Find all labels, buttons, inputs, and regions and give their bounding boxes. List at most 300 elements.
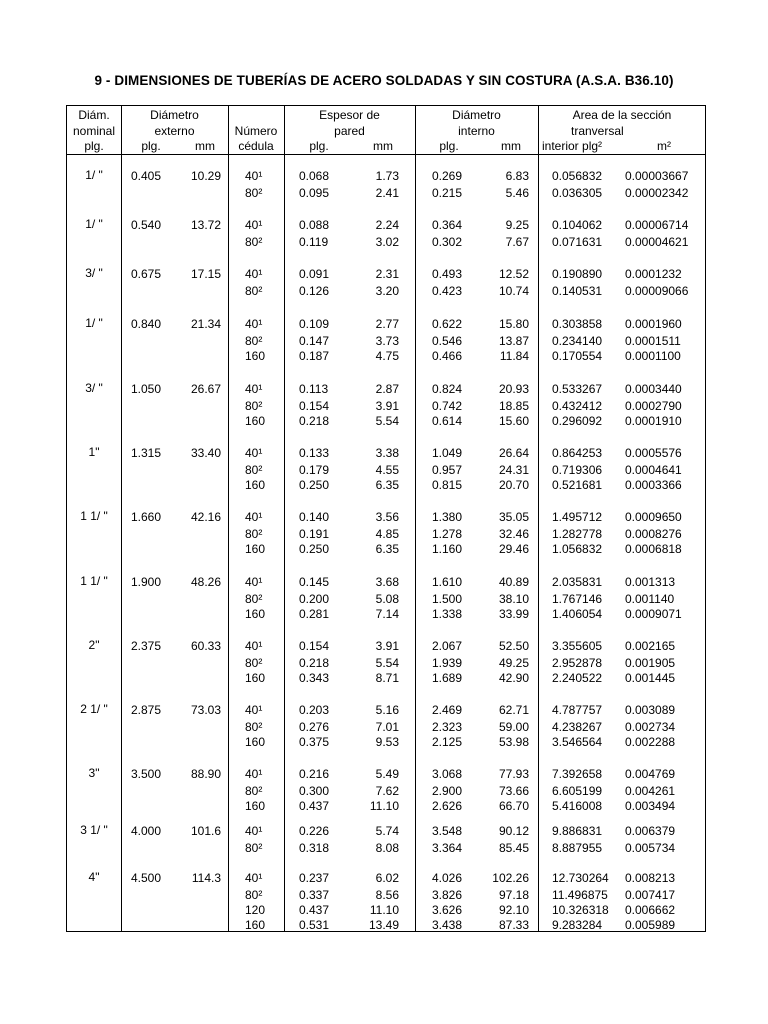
cell-area-m2: 0.0001960: [625, 317, 682, 331]
cell-area-m2: 0.004769: [625, 767, 676, 781]
external-diameter-mm-cell: 48.26: [190, 575, 221, 589]
cell-int-mm: 11.84: [499, 349, 529, 363]
cell-esp-plg: 0.343: [299, 671, 330, 685]
cell-num: 160: [245, 542, 266, 556]
cell-esp-mm: 5.54: [375, 656, 399, 670]
cell-num: 80²: [245, 888, 263, 902]
cell-area-m2: 0.002734: [625, 720, 676, 734]
external-diameter-mm-cell: 10.29: [190, 169, 221, 183]
cell-area-m2: 0.003494: [625, 799, 676, 813]
column-divider: [284, 106, 285, 931]
nominal-size-cell: 1/ ": [85, 316, 103, 330]
cell-esp-plg: 0.337: [299, 888, 330, 902]
page-title: 9 - DIMENSIONES DE TUBERÍAS DE ACERO SOLDADAS Y SIN COSTURA (A.S.A. B36.10): [94, 73, 674, 88]
external-diameter-mm-cell: 33.40: [190, 446, 221, 460]
header-espesor-plg: plg.: [309, 139, 329, 153]
cell-int-mm: 85.45: [498, 841, 529, 855]
cell-int-plg: 2.626: [432, 799, 463, 813]
external-diameter-mm-cell: 13.72: [190, 218, 221, 232]
cell-area-plg: 10.326318: [552, 903, 609, 917]
cell-esp-plg: 0.531: [299, 918, 330, 932]
header-nominal-3: plg.: [84, 139, 104, 153]
cell-esp-mm: 3.38: [375, 446, 399, 460]
cell-area-plg: 6.605199: [552, 784, 603, 798]
external-diameter-plg-cell: 0.675: [131, 267, 162, 281]
cell-area-plg: 0.303858: [552, 317, 603, 331]
cell-esp-mm: 2.24: [375, 218, 399, 232]
cell-area-plg: 0.533267: [552, 382, 603, 396]
cell-int-mm: 97.18: [498, 888, 529, 902]
cell-int-mm: 92.10: [498, 903, 529, 917]
cell-esp-plg: 0.318: [299, 841, 330, 855]
cell-int-plg: 0.493: [432, 267, 463, 281]
cell-esp-mm: 6.02: [375, 871, 399, 885]
cell-area-plg: 4.238267: [552, 720, 603, 734]
cell-area-m2: 0.0009071: [625, 607, 682, 621]
cell-int-plg: 1.610: [432, 575, 463, 589]
cell-int-plg: 1.939: [432, 656, 463, 670]
cell-area-plg: 2.035831: [552, 575, 603, 589]
cell-esp-mm: 3.91: [375, 399, 399, 413]
cell-int-plg: 0.957: [432, 463, 463, 477]
cell-esp-mm: 3.73: [375, 334, 399, 348]
cell-int-plg: 3.626: [432, 903, 463, 917]
cell-esp-plg: 0.437: [299, 799, 330, 813]
cell-esp-plg: 0.200: [299, 592, 330, 606]
header-nominal-1: Diám.: [78, 108, 110, 122]
cell-esp-mm: 11.10: [369, 799, 399, 813]
cell-area-plg: 5.416008: [552, 799, 603, 813]
cell-num: 80²: [245, 186, 263, 200]
cell-int-mm: 73.66: [498, 784, 529, 798]
cell-int-plg: 3.068: [432, 767, 463, 781]
cell-num: 40¹: [245, 871, 263, 885]
nominal-size-cell: 2 1/ ": [80, 702, 108, 716]
header-externo-2: externo: [154, 124, 195, 138]
cell-esp-plg: 0.154: [299, 399, 330, 413]
cell-esp-plg: 0.179: [299, 463, 330, 477]
header-cedula-2: cédula: [238, 139, 274, 153]
cell-esp-plg: 0.145: [299, 575, 330, 589]
cell-area-m2: 0.0003366: [625, 478, 682, 492]
cell-esp-plg: 0.226: [299, 824, 330, 838]
cell-int-plg: 1.689: [432, 671, 463, 685]
cell-esp-mm: 3.02: [375, 235, 399, 249]
cell-int-plg: 0.742: [432, 399, 463, 413]
cell-int-mm: 59.00: [498, 720, 529, 734]
cell-area-plg: 8.887955: [552, 841, 603, 855]
cell-int-mm: 29.46: [498, 542, 529, 556]
cell-esp-plg: 0.133: [299, 446, 330, 460]
cell-esp-mm: 3.20: [375, 284, 399, 298]
cell-num: 40¹: [245, 169, 263, 183]
cell-int-mm: 87.33: [498, 918, 529, 932]
cell-esp-plg: 0.095: [299, 186, 330, 200]
cell-esp-plg: 0.091: [299, 267, 330, 281]
column-divider: [121, 106, 122, 931]
cell-num: 160: [245, 735, 266, 749]
cell-num: 80²: [245, 334, 263, 348]
cell-int-mm: 20.70: [498, 478, 529, 492]
cell-area-m2: 0.0008276: [625, 527, 682, 541]
cell-esp-plg: 0.147: [299, 334, 330, 348]
cell-esp-mm: 4.85: [375, 527, 399, 541]
cell-num: 40¹: [245, 446, 263, 460]
cell-esp-plg: 0.281: [299, 607, 330, 621]
cell-esp-plg: 0.154: [299, 639, 330, 653]
cell-esp-mm: 4.75: [375, 349, 399, 363]
cell-int-plg: 3.438: [432, 918, 463, 932]
external-diameter-plg-cell: 4.000: [131, 824, 162, 838]
cell-num: 80²: [245, 656, 263, 670]
cell-area-m2: 0.001905: [625, 656, 676, 670]
cell-int-plg: 1.380: [432, 510, 463, 524]
cell-int-mm: 26.64: [498, 446, 529, 460]
cell-area-plg: 1.406054: [552, 607, 603, 621]
cell-int-mm: 6.83: [505, 169, 529, 183]
cell-num: 80²: [245, 592, 263, 606]
cell-esp-plg: 0.068: [299, 169, 330, 183]
header-interno-1: Diámetro: [452, 108, 501, 122]
cell-int-plg: 2.469: [432, 703, 463, 717]
cell-esp-mm: 7.62: [375, 784, 399, 798]
header-espesor-1: Espesor de: [319, 108, 380, 122]
cell-area-m2: 0.0009650: [625, 510, 682, 524]
header-externo-plg: plg.: [141, 139, 161, 153]
external-diameter-mm-cell: 73.03: [190, 703, 221, 717]
cell-int-plg: 0.269: [432, 169, 463, 183]
cell-esp-plg: 0.187: [299, 349, 330, 363]
cell-int-mm: 20.93: [498, 382, 529, 396]
cell-area-m2: 0.00009066: [625, 284, 689, 298]
cell-num: 40¹: [245, 218, 263, 232]
cell-area-m2: 0.00006714: [625, 218, 689, 232]
cell-int-mm: 13.87: [498, 334, 529, 348]
cell-esp-plg: 0.218: [299, 656, 330, 670]
cell-esp-plg: 0.113: [299, 382, 329, 396]
cell-num: 160: [245, 799, 266, 813]
external-diameter-plg-cell: 4.500: [131, 871, 162, 885]
cell-num: 160: [245, 478, 266, 492]
cell-area-m2: 0.00002342: [625, 186, 689, 200]
cell-int-mm: 24.31: [498, 463, 529, 477]
external-diameter-mm-cell: 42.16: [190, 510, 221, 524]
header-espesor-mm: mm: [373, 139, 393, 153]
nominal-size-cell: 1/ ": [85, 168, 103, 182]
nominal-size-cell: 1 1/ ": [80, 509, 108, 523]
external-diameter-plg-cell: 0.840: [131, 317, 162, 331]
cell-int-plg: 0.466: [432, 349, 463, 363]
cell-int-plg: 0.423: [432, 284, 463, 298]
cell-num: 80²: [245, 463, 263, 477]
cell-esp-plg: 0.237: [299, 871, 330, 885]
cell-esp-plg: 0.300: [299, 784, 330, 798]
cell-num: 80²: [245, 784, 263, 798]
cell-esp-plg: 0.218: [299, 414, 330, 428]
cell-area-plg: 0.056832: [552, 169, 603, 183]
cell-area-m2: 0.006379: [625, 824, 676, 838]
cell-area-plg: 1.495712: [552, 510, 603, 524]
cell-esp-mm: 3.68: [375, 575, 399, 589]
column-divider: [538, 106, 539, 931]
cell-area-m2: 0.007417: [625, 888, 676, 902]
cell-int-plg: 0.614: [432, 414, 463, 428]
header-externo-1: Diámetro: [150, 108, 199, 122]
cell-esp-plg: 0.203: [299, 703, 330, 717]
cell-num: 80²: [245, 399, 263, 413]
header-nominal-2: nominal: [72, 124, 116, 138]
external-diameter-mm-cell: 101.6: [190, 824, 221, 838]
header-area-m2: m²: [657, 139, 671, 153]
cell-esp-mm: 2.31: [375, 267, 399, 281]
cell-esp-mm: 2.41: [375, 186, 399, 200]
cell-int-plg: 4.026: [432, 871, 463, 885]
external-diameter-plg-cell: 3.500: [131, 767, 162, 781]
header-area-2: tranversal: [571, 124, 624, 138]
cell-esp-plg: 0.109: [299, 317, 330, 331]
cell-int-mm: 33.99: [498, 607, 529, 621]
nominal-size-cell: 3/ ": [85, 381, 103, 395]
cell-num: 80²: [245, 284, 263, 298]
nominal-size-cell: 3 1/ ": [80, 823, 108, 837]
external-diameter-plg-cell: 0.405: [131, 169, 162, 183]
cell-area-plg: 0.719306: [552, 463, 603, 477]
nominal-size-cell: 3/ ": [85, 266, 103, 280]
cell-area-plg: 0.521681: [552, 478, 603, 492]
column-divider: [228, 106, 229, 931]
external-diameter-mm-cell: 21.34: [190, 317, 221, 331]
cell-int-mm: 5.46: [505, 186, 529, 200]
cell-int-mm: 9.25: [505, 218, 529, 232]
external-diameter-plg-cell: 1.900: [131, 575, 162, 589]
cell-area-m2: 0.001313: [625, 575, 676, 589]
cell-esp-mm: 13.49: [368, 918, 399, 932]
cell-num: 80²: [245, 527, 263, 541]
cell-num: 40¹: [245, 382, 263, 396]
cell-area-m2: 0.004261: [625, 784, 676, 798]
cell-esp-plg: 0.250: [299, 478, 330, 492]
cell-esp-mm: 8.56: [375, 888, 399, 902]
cell-int-mm: 53.98: [498, 735, 529, 749]
header-divider: [67, 154, 705, 155]
cell-num: 80²: [245, 720, 263, 734]
cell-int-mm: 90.12: [498, 824, 529, 838]
cell-int-plg: 0.546: [432, 334, 463, 348]
cell-int-mm: 12.52: [498, 267, 529, 281]
cell-esp-plg: 0.216: [299, 767, 330, 781]
header-cedula-1: Número: [234, 124, 278, 138]
cell-num: 40¹: [245, 317, 263, 331]
cell-int-mm: 102.26: [492, 871, 529, 885]
cell-area-m2: 0.005734: [625, 841, 676, 855]
external-diameter-mm-cell: 114.3: [191, 871, 221, 885]
cell-int-mm: 15.80: [498, 317, 529, 331]
nominal-size-cell: 1 1/ ": [80, 574, 108, 588]
cell-int-plg: 0.302: [432, 235, 463, 249]
cell-esp-mm: 7.14: [375, 607, 399, 621]
cell-esp-mm: 8.08: [375, 841, 399, 855]
cell-num: 80²: [245, 235, 263, 249]
cell-area-plg: 11.496875: [552, 888, 608, 902]
cell-int-mm: 18.85: [498, 399, 529, 413]
cell-esp-plg: 0.437: [299, 903, 330, 917]
cell-int-plg: 1.049: [432, 446, 463, 460]
cell-area-m2: 0.006662: [625, 903, 676, 917]
cell-area-plg: 7.392658: [552, 767, 603, 781]
cell-area-plg: 0.036305: [552, 186, 603, 200]
cell-int-mm: 32.46: [498, 527, 529, 541]
cell-num: 40¹: [245, 575, 263, 589]
cell-area-m2: 0.0005576: [625, 446, 682, 460]
nominal-size-cell: 4": [88, 870, 100, 884]
cell-area-m2: 0.0002790: [625, 399, 682, 413]
cell-area-plg: 0.104062: [552, 218, 603, 232]
cell-int-mm: 7.67: [505, 235, 529, 249]
cell-area-m2: 0.0004641: [625, 463, 682, 477]
cell-int-mm: 40.89: [498, 575, 529, 589]
cell-area-plg: 0.190890: [552, 267, 603, 281]
cell-num: 40¹: [245, 639, 263, 653]
cell-int-plg: 2.900: [432, 784, 463, 798]
cell-int-plg: 1.500: [432, 592, 463, 606]
external-diameter-mm-cell: 17.15: [190, 267, 221, 281]
cell-esp-mm: 6.35: [375, 542, 399, 556]
cell-area-plg: 0.170554: [552, 349, 603, 363]
cell-area-plg: 1.767146: [552, 592, 603, 606]
nominal-size-cell: 3": [88, 766, 100, 780]
cell-esp-mm: 9.53: [375, 735, 399, 749]
cell-int-plg: 0.364: [432, 218, 463, 232]
cell-num: 40¹: [245, 767, 263, 781]
cell-int-plg: 0.824: [432, 382, 463, 396]
external-diameter-plg-cell: 1.660: [131, 510, 162, 524]
cell-int-plg: 3.548: [432, 824, 463, 838]
cell-area-m2: 0.00003667: [625, 169, 689, 183]
cell-int-plg: 0.215: [432, 186, 463, 200]
column-divider: [415, 106, 416, 931]
cell-int-mm: 52.50: [498, 639, 529, 653]
cell-int-mm: 10.74: [498, 284, 529, 298]
pipe-dimensions-table: [66, 105, 706, 932]
cell-int-plg: 1.278: [432, 527, 463, 541]
cell-area-plg: 9.886831: [552, 824, 603, 838]
cell-int-mm: 42.90: [498, 671, 529, 685]
cell-area-plg: 0.234140: [552, 334, 603, 348]
cell-int-plg: 2.323: [432, 720, 463, 734]
cell-area-m2: 0.005989: [625, 918, 676, 932]
cell-num: 160: [245, 607, 266, 621]
cell-esp-plg: 0.276: [299, 720, 330, 734]
header-area-1: Area de la sección: [572, 108, 672, 122]
cell-area-plg: 12.730264: [552, 871, 609, 885]
cell-int-plg: 0.815: [432, 478, 463, 492]
cell-area-plg: 4.787757: [552, 703, 603, 717]
cell-int-mm: 62.71: [498, 703, 529, 717]
cell-int-mm: 38.10: [498, 592, 529, 606]
cell-int-plg: 0.622: [432, 317, 463, 331]
header-area-plg: interior plg²: [542, 139, 603, 153]
cell-area-plg: 2.952878: [552, 656, 603, 670]
cell-area-plg: 2.240522: [552, 671, 603, 685]
cell-num: 40¹: [245, 267, 263, 281]
cell-esp-mm: 5.08: [375, 592, 399, 606]
cell-num: 160: [245, 918, 266, 932]
cell-area-plg: 0.432412: [552, 399, 603, 413]
cell-area-m2: 0.0001910: [625, 414, 682, 428]
cell-int-mm: 66.70: [498, 799, 529, 813]
external-diameter-plg-cell: 1.315: [131, 446, 162, 460]
cell-area-m2: 0.0001100: [625, 349, 681, 363]
cell-esp-mm: 3.91: [375, 639, 399, 653]
header-interno-mm: mm: [501, 139, 521, 153]
cell-num: 160: [245, 414, 266, 428]
header-interno-plg: plg.: [439, 139, 459, 153]
cell-esp-mm: 5.49: [375, 767, 399, 781]
header-espesor-2: pared: [334, 124, 365, 138]
cell-area-plg: 0.864253: [552, 446, 603, 460]
cell-esp-mm: 3.56: [375, 510, 399, 524]
cell-area-plg: 3.546564: [552, 735, 603, 749]
cell-int-plg: 2.067: [432, 639, 463, 653]
cell-esp-plg: 0.126: [299, 284, 330, 298]
cell-area-plg: 3.355605: [552, 639, 603, 653]
cell-area-m2: 0.001445: [625, 671, 676, 685]
cell-area-m2: 0.008213: [625, 871, 676, 885]
cell-area-m2: 0.002165: [625, 639, 676, 653]
cell-esp-mm: 4.55: [375, 463, 399, 477]
external-diameter-mm-cell: 88.90: [190, 767, 221, 781]
cell-area-plg: 0.296092: [552, 414, 603, 428]
cell-esp-mm: 8.71: [375, 671, 399, 685]
cell-int-mm: 77.93: [498, 767, 529, 781]
cell-num: 40¹: [245, 703, 263, 717]
nominal-size-cell: 2": [88, 638, 100, 652]
cell-num: 160: [245, 671, 266, 685]
cell-int-mm: 15.60: [498, 414, 529, 428]
nominal-size-cell: 1": [88, 445, 100, 459]
cell-area-m2: 0.003089: [625, 703, 676, 717]
cell-esp-plg: 0.119: [299, 235, 329, 249]
cell-esp-mm: 7.01: [375, 720, 399, 734]
cell-int-plg: 1.160: [432, 542, 463, 556]
cell-num: 80²: [245, 841, 263, 855]
external-diameter-plg-cell: 2.875: [131, 703, 162, 717]
cell-area-plg: 0.071631: [552, 235, 603, 249]
cell-esp-plg: 0.191: [299, 527, 330, 541]
cell-esp-plg: 0.375: [299, 735, 330, 749]
nominal-size-cell: 1/ ": [85, 217, 103, 231]
cell-area-plg: 9.283284: [552, 918, 603, 932]
cell-esp-plg: 0.250: [299, 542, 330, 556]
cell-esp-mm: 2.87: [375, 382, 399, 396]
cell-int-plg: 1.338: [432, 607, 463, 621]
cell-esp-mm: 6.35: [375, 478, 399, 492]
external-diameter-mm-cell: 60.33: [190, 639, 221, 653]
external-diameter-plg-cell: 1.050: [131, 382, 162, 396]
cell-area-m2: 0.0006818: [625, 542, 682, 556]
cell-area-m2: 0.002288: [625, 735, 676, 749]
cell-esp-mm: 5.74: [375, 824, 399, 838]
cell-esp-mm: 5.54: [375, 414, 399, 428]
header-interno-2: interno: [458, 124, 495, 138]
cell-esp-mm: 2.77: [375, 317, 399, 331]
cell-num: 120: [245, 903, 266, 917]
cell-area-m2: 0.0001232: [625, 267, 682, 281]
cell-int-plg: 2.125: [432, 735, 463, 749]
external-diameter-mm-cell: 26.67: [190, 382, 221, 396]
external-diameter-plg-cell: 0.540: [131, 218, 162, 232]
cell-area-m2: 0.0001511: [625, 334, 681, 348]
